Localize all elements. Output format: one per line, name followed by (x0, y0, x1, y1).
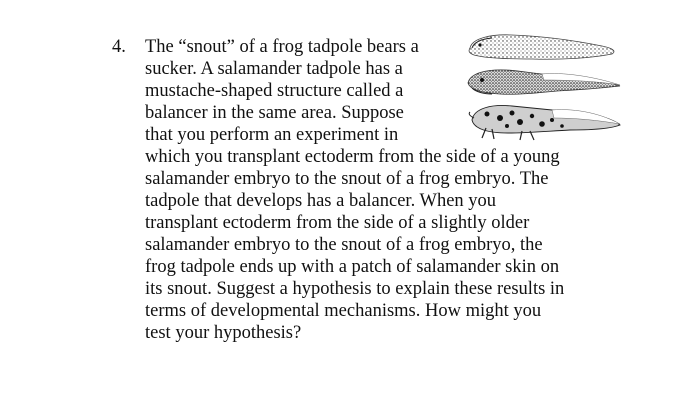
tadpole-illustrations (462, 28, 622, 143)
question-line: mustache-shaped structure called a (145, 81, 404, 101)
question-line: which you transplant ectoderm from the side of a young (145, 147, 560, 167)
frog-embryo-drawing (469, 35, 614, 59)
question-line: The “snout” of a frog tadpole bears a (145, 37, 419, 57)
question-line: frog tadpole ends up with a patch of salamander skin on (145, 257, 560, 277)
question-line: sucker. A salamander tadpole has a (145, 59, 403, 79)
question-line: tadpole that develops has a balancer. When you (145, 191, 497, 211)
question-line: salamander embryo to the snout of a frog embryo. The (145, 169, 549, 189)
question-line: salamander embryo to the snout of a frog embryo, the (145, 235, 543, 255)
spotted-salamander-tadpole-drawing (469, 106, 620, 140)
question-line: test your hypothesis? (145, 323, 302, 343)
question-line: terms of developmental mechanisms. How might you (145, 301, 542, 321)
question-line: transplant ectoderm from the side of a slightly older (145, 213, 530, 233)
question-line: that you perform an experiment in (145, 125, 399, 145)
question-line: its snout. Suggest a hypothesis to explain these results in (145, 279, 565, 299)
question-line: balancer in the same area. Suppose (145, 103, 404, 123)
tadpole-drawing (468, 70, 620, 94)
question-number: 4. (112, 37, 126, 57)
